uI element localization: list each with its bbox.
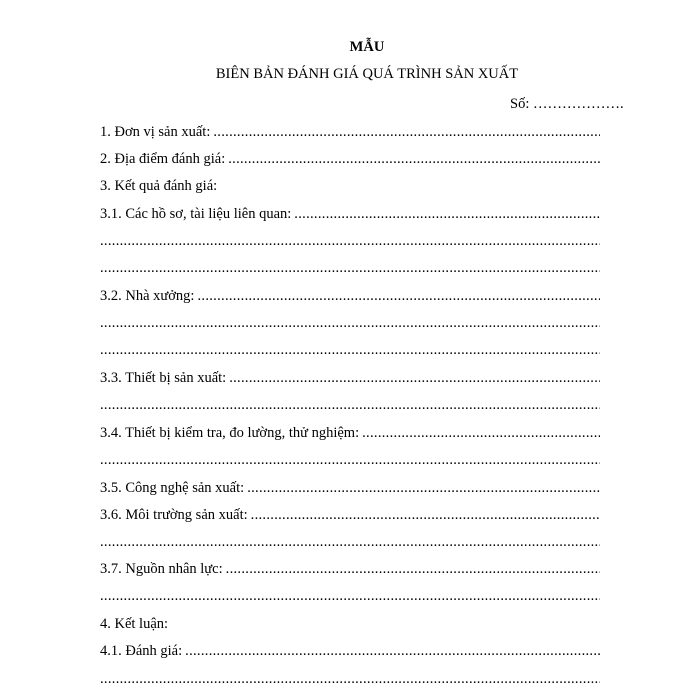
fill-in-dots	[100, 534, 600, 551]
fill-in-dots	[100, 397, 600, 414]
fill-in-dots	[100, 260, 600, 277]
field-label: 3.1. Các hồ sơ, tài liệu liên quan:	[100, 206, 292, 222]
fill-in-dots	[100, 342, 600, 359]
fill-in-line	[100, 671, 600, 691]
field-label: 3.2. Nhà xưởng:	[100, 288, 195, 304]
field-production-equipment	[100, 370, 600, 390]
fill-in-line	[100, 260, 600, 280]
fill-in-line	[100, 315, 600, 335]
field-label: 2. Địa điểm đánh giá:	[100, 151, 226, 167]
fill-in-line	[100, 452, 600, 472]
section-heading: 3. Kết quả đánh giá:	[100, 178, 218, 194]
document-title: MẪU	[349, 39, 385, 55]
field-label: 3.3. Thiết bị sản xuất:	[100, 370, 227, 386]
fill-in-dots	[226, 561, 600, 578]
fill-in-line	[100, 588, 600, 608]
field-testing-equipment	[100, 425, 600, 445]
field-human-resources	[100, 561, 600, 581]
fill-in-line	[100, 342, 600, 362]
fill-in-dots	[229, 370, 600, 387]
fill-in-dots	[100, 588, 600, 605]
field-label: 3.4. Thiết bị kiểm tra, đo lường, thử nghiệm:	[100, 425, 360, 441]
fill-in-dots	[213, 124, 600, 141]
field-production-unit	[100, 124, 600, 144]
section-heading: 4. Kết luận:	[100, 616, 169, 632]
field-label: 1. Đơn vị sản xuất:	[100, 124, 211, 140]
field-assessment-location	[100, 151, 600, 171]
fill-in-dots	[294, 206, 600, 223]
field-evaluation	[100, 643, 600, 663]
document-number: Số: ……………….	[510, 96, 624, 112]
fill-in-dots	[100, 233, 600, 250]
section-conclusion	[100, 616, 600, 636]
fill-in-line	[100, 534, 600, 554]
field-production-environment	[100, 507, 600, 527]
fill-in-dots	[228, 151, 600, 168]
fill-in-line	[100, 397, 600, 417]
fill-in-dots	[251, 507, 600, 524]
field-production-technology	[100, 480, 600, 500]
fill-in-line	[100, 233, 600, 253]
field-label: 3.7. Nguồn nhân lực:	[100, 561, 223, 577]
fill-in-dots	[197, 288, 600, 305]
field-label: 4.1. Đánh giá:	[100, 643, 183, 659]
fill-in-dots	[185, 643, 600, 660]
fill-in-dots	[247, 480, 600, 497]
field-label: 3.6. Môi trường sản xuất:	[100, 507, 248, 523]
section-assessment-results	[100, 178, 600, 198]
fill-in-dots	[100, 315, 600, 332]
fill-in-dots	[100, 671, 600, 688]
document-subtitle: BIÊN BẢN ĐÁNH GIÁ QUÁ TRÌNH SẢN XUẤT	[215, 66, 519, 82]
field-factory	[100, 288, 600, 308]
field-related-records	[100, 206, 600, 226]
field-label: 3.5. Công nghệ sản xuất:	[100, 480, 245, 496]
fill-in-dots	[362, 425, 600, 442]
fill-in-dots	[100, 452, 600, 469]
